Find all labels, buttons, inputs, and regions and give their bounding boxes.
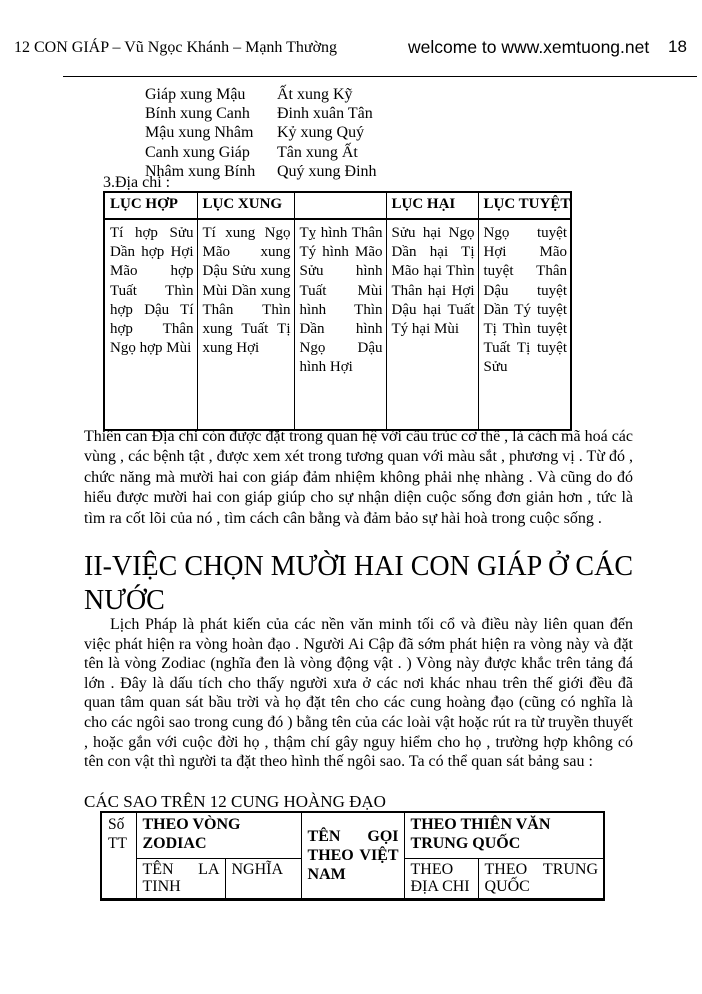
can-xung-right: Kỷ xung Quý [277, 124, 365, 142]
can-xung-left: Nhâm xung Bính [145, 162, 256, 180]
col-header-theo-dia-chi: THEO ĐỊA CHI [404, 858, 478, 899]
cell-luc-hai: Sửu hại Ngọ Dần hại Tị Mão hại Thìn Thân hại Hợi Dậu hại Tuất Tý hại Mùi [386, 219, 478, 430]
cell-luc-xung: Tí xung Ngọ Mão xung Dậu Sửu xung Mùi Dần xung Thân Thìn xung Tuất Tị xung Hợi [197, 219, 294, 430]
can-xung-row [145, 162, 377, 181]
header-welcome-text: welcome to www.xemtuong.net [408, 37, 650, 57]
col-header-luc-xung: LỤC XUNG [197, 192, 294, 219]
group-header-theo-vong-zodiac: THEO VÒNG ZODIAC [136, 812, 301, 858]
can-xung-left: Bính xung Canh [145, 105, 250, 123]
can-xung-right: Đinh xuân Tân [277, 105, 373, 123]
col-header-ten-la-tinh: TÊN LA TINH [136, 858, 225, 899]
dia-chi-header-row [104, 192, 571, 219]
can-xung-right: Tân xung Ất [277, 143, 358, 161]
section-3-label: 3.Địa chi : [103, 174, 171, 191]
col-header-nghia: NGHĨA [225, 858, 301, 899]
zodiac-header-row-1 [101, 812, 604, 858]
page-number: 18 [668, 37, 687, 56]
col-header-so-tt: Số TT [101, 812, 136, 899]
cell-luc-tuyet: Ngọ tuyệt Hợi Mão tuyệt Thân Dậu tuyệt Dần Tý tuyệt Tị Thìn tuyệt Tuất Tị tuyệt Sửu [478, 219, 571, 430]
dia-chi-table [103, 191, 572, 431]
zodiac-table-caption: CÁC SAO TRÊN 12 CUNG HOÀNG ĐẠO [84, 792, 386, 811]
can-xung-left: Canh xung Giáp [145, 143, 250, 161]
header-rule [63, 76, 697, 77]
can-xung-row [145, 104, 377, 123]
dia-chi-body-row [104, 219, 571, 430]
paragraph-thien-can: Thiên can Địa chi còn được đặt trong quan hệ với cấu trúc cơ thể , là cách mã hoá các vùng , các bệnh tật , được xem xét trong tương quan với màu sắt , phương vị . Từ đó , chức năng mà mười hai con giáp đảm nhiệm không phải nhẹ nhàng . Và cũng do đó hiểu được mười hai con giáp giúp cho sự nhận diện cuộc sống đơn giản hơn , tức là tìm ra cốt lõi của nó , tìm cách cân bằng và đảm bảo sự hài hoà trong cuộc sống . [84, 428, 633, 527]
cell-luc-hop: Tí hợp Sửu Dần hợp Hợi Mão hợp Tuất Thìn hợp Dậu Tí hợp Thân Ngọ hợp Mùi [104, 219, 197, 430]
can-xung-right: Ất xung Kỹ [277, 86, 353, 103]
header-title: 12 CON GIÁP – Vũ Ngọc Khánh – Mạnh Thường [14, 39, 338, 56]
can-xung-row [145, 85, 377, 104]
can-xung-left: Mậu xung Nhâm [145, 124, 254, 142]
paragraph-lich-phap: Lịch Pháp là phát kiến của các nền văn minh tối cổ và điều này liên quan đến việc phát hiện ra vòng hoàn đạo . Người Ai Cập đã sớm phát hiện ra vòng này và đặt tên là vòng Zodiac (nghĩa đen là vòng động vật . ) Vòng này được khắc trên tảng đá lớn . Đây là dấu tích cho thấy người xưa ở các nơi khác nhau trên thế giới đều đã quan tâm quan sát bầu trời và họ đặt tên cho các cung hoàng đạo (cũng có nghĩa là cho các ngôi sao trong cung đó ) bằng tên của các loài vật hoặc rút ra từ truyền thuyết , hoặc gắn với cuộc đời họ , thậm chí gây nguy hiểm cho họ , trường hợp không có tên con vật thì người ta đặt theo hình thế ngôi sao. Ta có thể quan sát bảng sau : [84, 616, 633, 771]
col-header-luc-hop: LỤC HỢP [104, 192, 197, 219]
can-xung-left: Giáp xung Mậu [145, 86, 246, 103]
can-xung-row [145, 123, 377, 142]
can-xung-list [145, 85, 377, 181]
section-2-heading: II-VIỆC CHỌN MƯỜI HAI CON GIÁP Ở CÁC NƯỚC [84, 551, 633, 616]
can-xung-row [145, 143, 377, 162]
col-header-empty [294, 192, 386, 219]
can-xung-right: Quý xung Đinh [277, 162, 377, 180]
col-header-ten-goi-viet-nam: TÊN GỌI THEO VIỆT NAM [301, 812, 404, 899]
cell-luc-hinh: Tỵ hình Thân Tý hình Mão Sửu hình Tuất Mùi hình Thìn Dần hình Ngọ Dậu hình Hợi [294, 219, 386, 430]
col-header-luc-tuyet: LỤC TUYỆT [478, 192, 571, 219]
group-header-theo-thien-van: THEO THIÊN VĂN TRUNG QUỐC [404, 812, 604, 858]
col-header-theo-trung-quoc: THEO TRUNG QUỐC [478, 858, 604, 899]
col-header-luc-hai: LỤC HẠI [386, 192, 478, 219]
zodiac-table [100, 811, 605, 901]
